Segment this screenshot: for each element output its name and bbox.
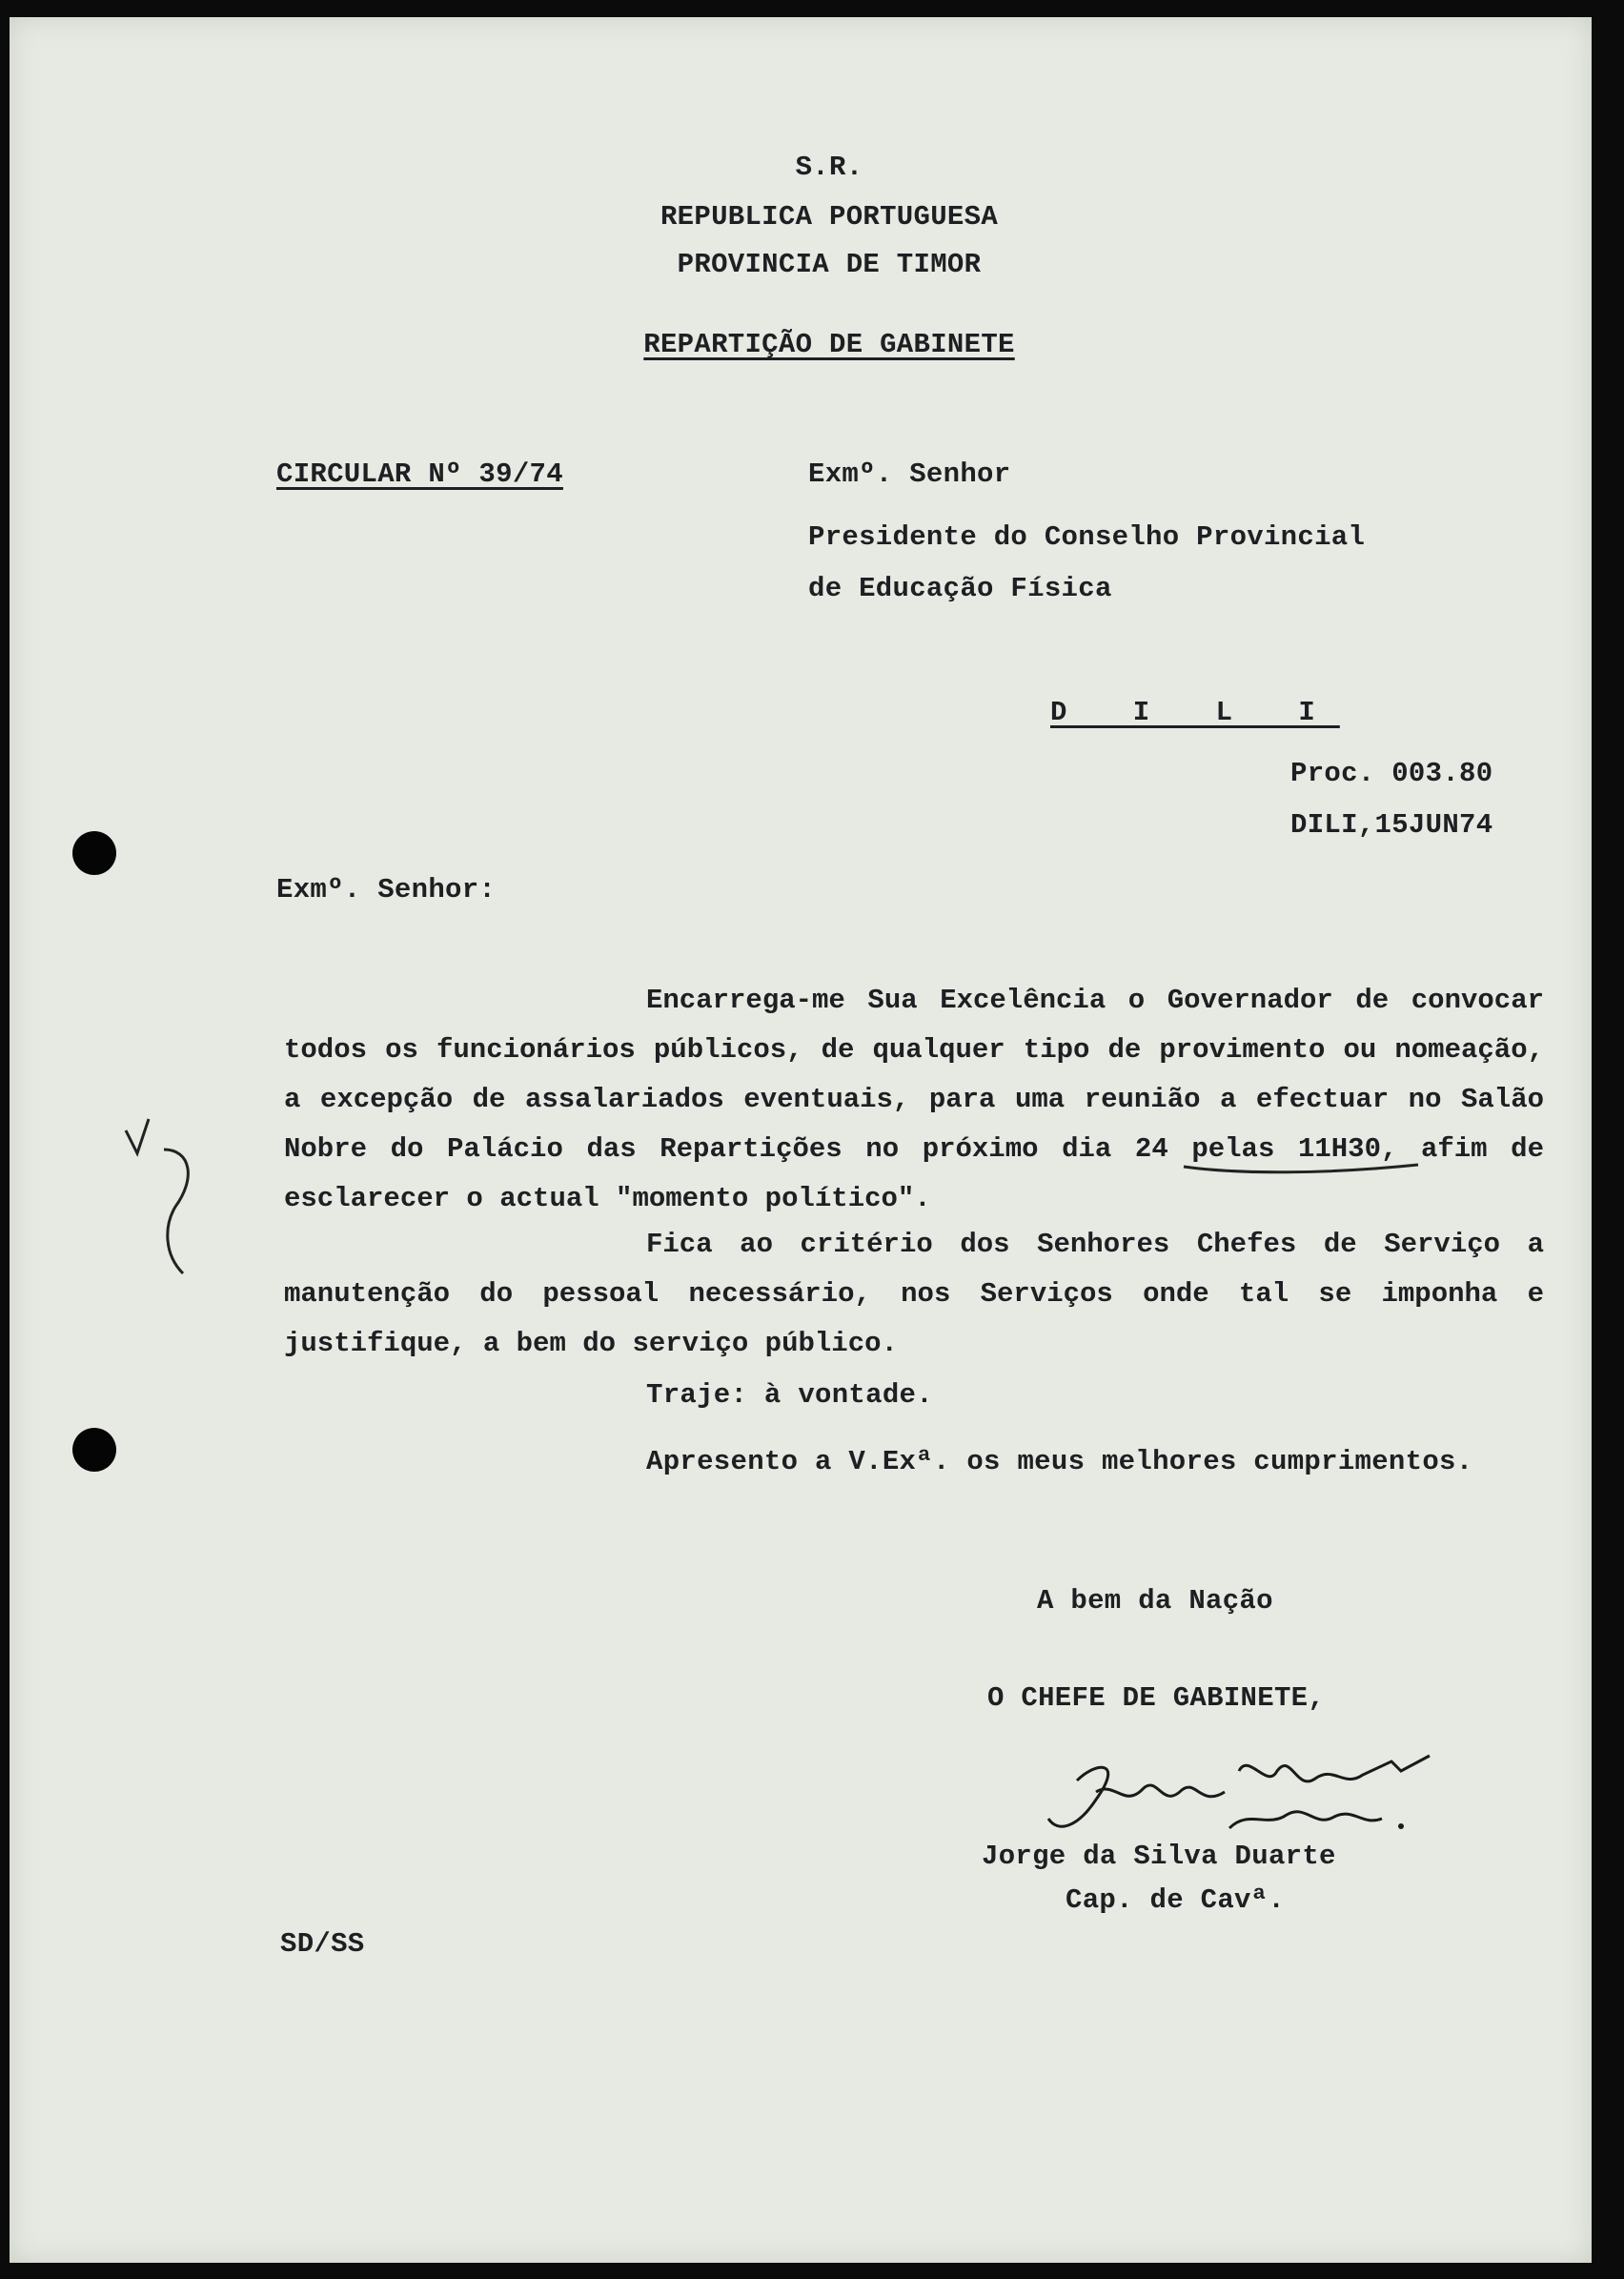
header-province: PROVINCIA DE TIMOR xyxy=(677,249,982,280)
punch-hole-bottom xyxy=(72,1428,116,1472)
punch-hole-top xyxy=(72,831,116,875)
hand-underline-stroke xyxy=(1182,1157,1420,1176)
header-republic: REPUBLICA PORTUGUESA xyxy=(660,201,999,233)
recipient-salutation: Exmº. Senhor xyxy=(808,458,1011,490)
closing-office: O CHEFE DE GABINETE, xyxy=(987,1682,1326,1714)
body-paragraph-1: Encarrega-me Sua Excelência o Governador de convocar todos os funcionários públicos, de qualquer tipo de provimento ou nomeação, a excepção de assalariados eventuais, para uma reunião a efectuar no Salão Nobre do Palácio das Repartições no próximo dia 24 pelas 11H30, afim de esclarecer o actual "momento político". xyxy=(284,985,1544,1214)
body-paragraph-3: Traje: à vontade. xyxy=(646,1379,933,1411)
body-paragraph-4: Apresento a V.Exª. os meus melhores cumprimentos. xyxy=(646,1446,1473,1477)
signatory-rank: Cap. de Cavª. xyxy=(1066,1884,1286,1916)
circular-number: CIRCULAR Nº 39/74 xyxy=(276,458,563,490)
header-department: REPARTIÇÃO DE GABINETE xyxy=(643,329,1015,360)
document-page xyxy=(10,17,1592,2263)
process-reference: Proc. 003.80 xyxy=(1290,758,1493,789)
header-sr: S.R. xyxy=(795,152,863,183)
recipient-title-line2: de Educação Física xyxy=(808,573,1112,604)
document-date: DILI,15JUN74 xyxy=(1290,809,1493,841)
recipient-city: D I L I xyxy=(1050,697,1340,728)
margin-check-mark xyxy=(116,1111,202,1283)
body-paragraph-2: Fica ao critério dos Senhores Chefes de Serviço a manutenção do pessoal necessário, nos Serviços onde tal se imponha e justifique, a bem do serviço público. xyxy=(284,1229,1544,1359)
recipient-title-line1: Presidente do Conselho Provincial xyxy=(808,521,1366,553)
closing-motto: A bem da Nação xyxy=(1037,1585,1273,1617)
typist-initials: SD/SS xyxy=(280,1928,365,1960)
signatory-name: Jorge da Silva Duarte xyxy=(982,1841,1336,1872)
greeting: Exmº. Senhor: xyxy=(276,874,497,905)
handwritten-signature xyxy=(982,1733,1477,1847)
